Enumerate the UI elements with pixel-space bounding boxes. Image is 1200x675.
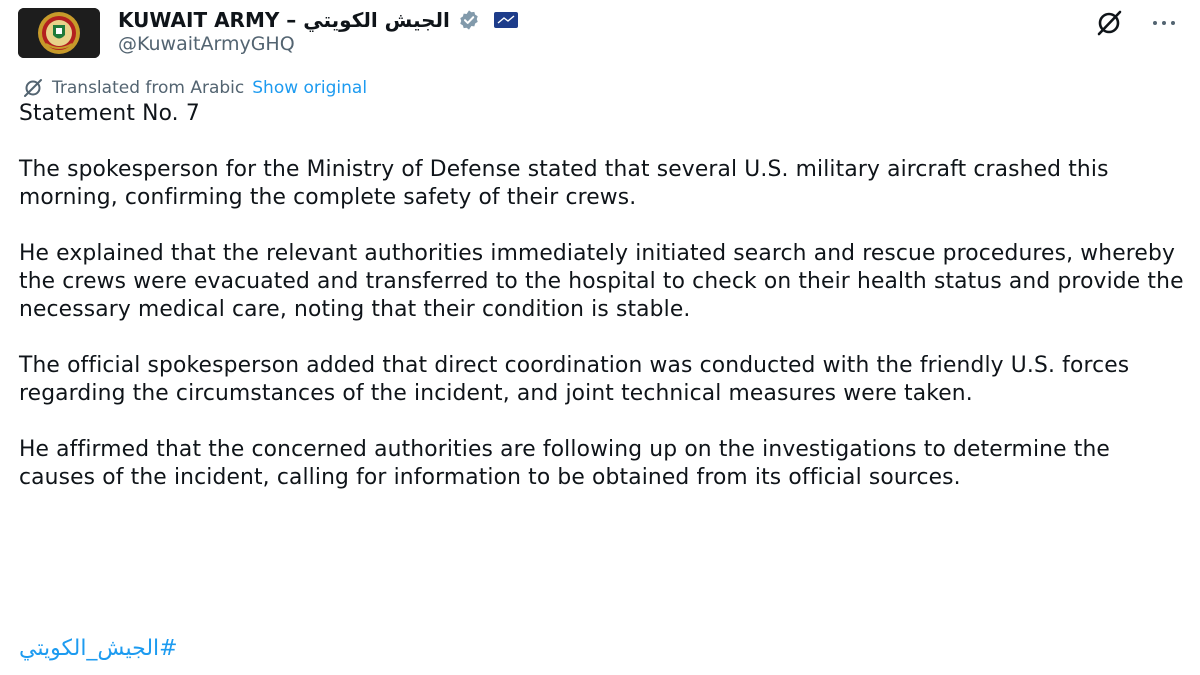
show-original-link[interactable]: Show original [252,78,368,98]
flag-badge-icon[interactable] [494,12,518,28]
translation-row [22,75,367,101]
kuwait-army-emblem-icon [18,8,100,58]
author-handle[interactable]: @KuwaitArmyGHQ [118,33,295,55]
avatar[interactable] [18,8,100,58]
grok-icon[interactable] [1094,8,1124,38]
author-name-row [118,6,518,34]
tweet-paragraph: The official spokesperson added that direct coordination was conducted with the friendly U.S. forces regarding the circumstances of the incident, and joint technical measures were taken. [19,353,1130,406]
tweet-paragraph: The spokesperson for the Ministry of Defense stated that several U.S. military aircraft crashed this morning, confirming the complete safety of their crews. [19,157,1109,210]
verified-badge-icon [458,9,480,31]
tweet-text [19,100,1189,520]
hashtag-link[interactable]: #الجيش_الكويتي [19,636,178,661]
tweet-paragraph: Statement No. 7 [19,101,200,126]
grok-translate-icon [22,77,44,99]
tweet-paragraph: He explained that the relevant authorities immediately initiated search and rescue procedures, whereby the crews were evacuated and transferred to the hospital to check on their health status and provide the necessary medical care, noting that their condition is stable. [19,241,1184,322]
more-dots-icon[interactable] [1146,8,1182,38]
translated-from-label: Translated from Arabic [52,78,245,98]
tweet-paragraph: He affirmed that the concerned authorities are following up on the investigations to determine the causes of the incident, calling for information to be obtained from its official sources. [19,437,1110,490]
author-display-name[interactable]: KUWAIT ARMY – الجيش الكويتي [118,8,450,32]
more-dot [1153,21,1157,25]
more-dot [1171,21,1175,25]
more-dot [1162,21,1166,25]
